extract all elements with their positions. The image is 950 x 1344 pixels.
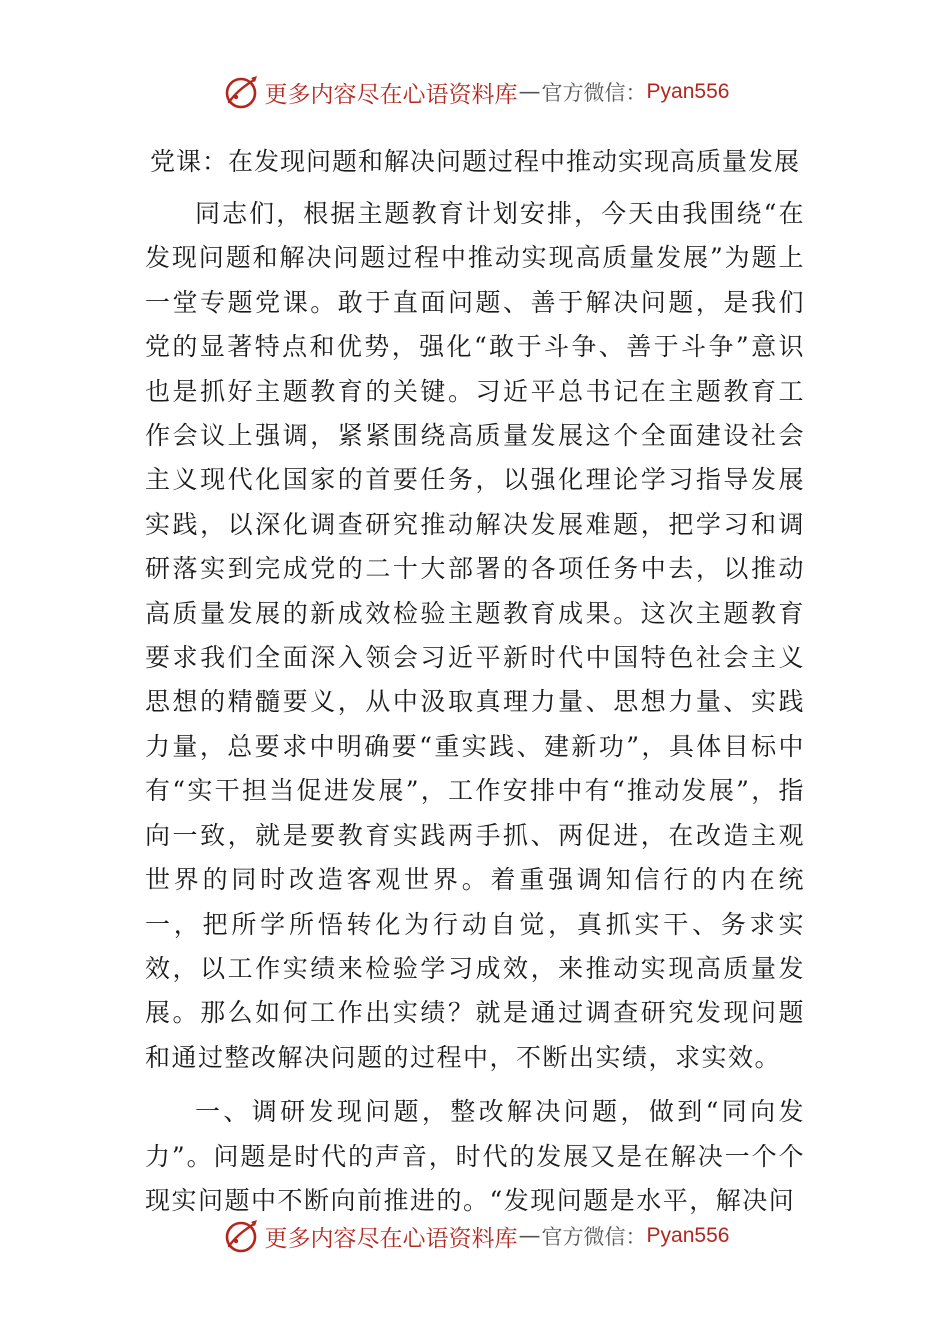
banner-wechat-label: 官方微信：	[541, 81, 647, 105]
paragraph-2: 一、调研发现问题，整改解决问题，做到“同向发力”。问题是时代的声音，时代的发展又是在解决一个个现实问题中不断向前推进的。“发现问题是水平，解决问	[145, 1097, 805, 1215]
header-banner	[0, 70, 950, 114]
document-title: 党课：在发现问题和解决问题过程中推动实现高质量发展	[149, 147, 800, 176]
banner-wechat-id: Pyan556	[646, 80, 730, 103]
banner-wechat-id: Pyan556	[646, 1224, 730, 1247]
footer-banner	[0, 1214, 950, 1258]
brush-logo-icon	[221, 72, 261, 112]
document-body	[145, 192, 805, 1233]
banner-dash: —	[518, 1223, 541, 1249]
brush-logo-icon	[221, 1216, 261, 1256]
banner-dash: —	[518, 79, 541, 105]
banner-main-text: 更多内容尽在心语资料库	[264, 1225, 518, 1252]
banner-main-text: 更多内容尽在心语资料库	[264, 81, 518, 108]
banner-wechat-label: 官方微信：	[541, 1225, 647, 1249]
paragraph-1: 同志们，根据主题教育计划安排，今天由我围绕“在发现问题和解决问题过程中推动实现高质量发展”为题上一堂专题党课。敢于直面问题、善于解决问题，是我们党的显著特点和优势，强化“敢于斗争、善于斗争”意识也是抓好主题教育的关键。习近平总书记在主题教育工作会议上强调，紧紧围绕高质量发展这个全面建设社会主义现代化国家的首要任务，以强化理论学习指导发展实践，以深化调查研究推动解决发展难题，把学习和调研落实到完成党的二十大部署的各项任务中去，以推动高质量发展的新成效检验主题教育成果。这次主题教育要求我们全面深入领会习近平新时代中国特色社会主义思想的精髓要义，从中汲取真理力量、思想力量、实践力量，总要求中明确要“重实践、建新功”，具体目标中有“实干担当促进发展”，工作安排中有“推动发展”，指向一致，就是要教育实践两手抓、两促进，在改造主观世界的同时改造客观世界。着重强调知信行的内在统一，把所学所悟转化为行动自觉，真抓实干、务求实效，以工作实绩来检验学习成效，来推动实现高质量发展。那么如何工作出实绩？就是通过调查研究发现问题和通过整改解决问题的过程中，不断出实绩，求实效。	[145, 199, 805, 1072]
